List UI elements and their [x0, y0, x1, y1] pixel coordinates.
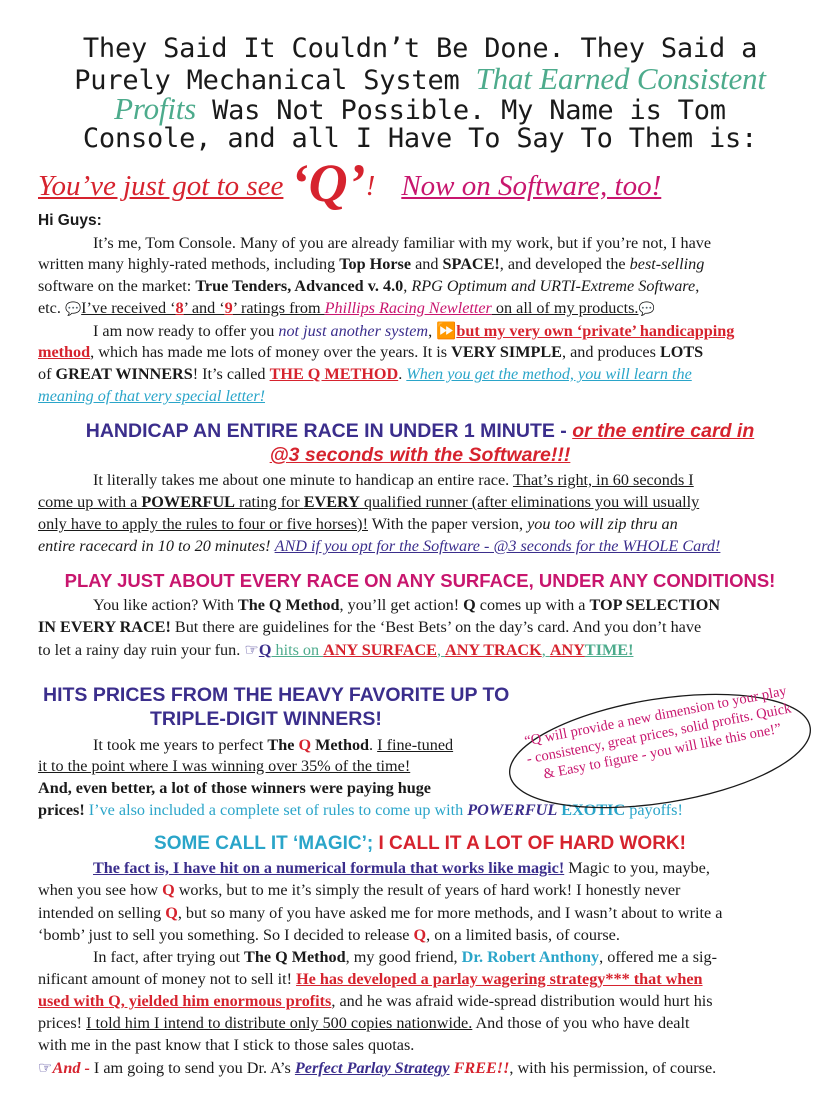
t: , — [541, 641, 550, 659]
t: I CALL IT A LOT OF HARD WORK! — [378, 833, 686, 854]
t: , and developed the — [499, 255, 630, 273]
body-line — [38, 903, 814, 923]
t: And - — [52, 1059, 94, 1077]
body-line — [38, 735, 508, 755]
double-arrow-icon: ⏩ — [436, 322, 457, 340]
t: , which has made me lots of money over the years. It is — [90, 343, 452, 361]
t: I am going to send you Dr. A’s — [93, 1059, 295, 1077]
body-line — [38, 595, 814, 615]
t: I am now ready to offer you — [93, 322, 279, 340]
t: Q — [463, 596, 476, 614]
t: , and he was afraid wide-spread distribution would hurt his — [331, 992, 713, 1010]
t: qualified runner (after eliminations you will usually — [359, 493, 700, 511]
t: ‘bomb’ just to sell you something. So I decided to release — [38, 926, 414, 944]
t: works, but to me it’s simply the result of years of hard work! I honestly never — [174, 881, 681, 899]
t: etc. — [38, 299, 65, 317]
body-line — [38, 947, 814, 967]
t: That’s right, in 60 seconds I — [512, 471, 694, 489]
t: prices! — [38, 801, 85, 819]
t: He has developed a parlay wagering strategy*** that when — [296, 970, 703, 988]
t: But there are guidelines for the ‘Best Bets’ on the day’s card. And you don’t have — [170, 618, 702, 636]
t: I told him I intend to distribute only 500 copies nationwide. — [86, 1014, 473, 1032]
tagline-bang: ! — [365, 170, 376, 202]
section-heading — [20, 832, 820, 856]
t: payoffs! — [625, 801, 683, 819]
body-line: And, even better, a lot of those winners were paying huge — [38, 779, 431, 797]
t: POWERFUL — [467, 801, 558, 819]
t: , with his permission, of course. — [509, 1059, 717, 1077]
t: VERY SIMPLE — [451, 343, 562, 361]
t: entire racecard in 10 to 20 minutes! — [38, 537, 271, 555]
pointing-hand-icon: ☞ — [38, 1059, 53, 1077]
body-line — [38, 1058, 814, 1078]
t: RPG Optimum and URTI-Extreme Software — [411, 277, 696, 295]
t: , — [403, 277, 412, 295]
q-logo: ‘Q’ — [290, 153, 366, 213]
body-line: with me in the past know that I stick to those sales quotas. — [38, 1036, 415, 1054]
body-line — [38, 470, 814, 490]
greeting: Hi Guys: — [38, 212, 102, 229]
headline-text: Purely Mechanical System — [74, 65, 476, 96]
t: And those of you who have dealt — [472, 1014, 690, 1032]
t: LOTS — [659, 343, 704, 361]
body-line — [38, 1013, 814, 1033]
t: AND if you opt for the Software - @3 seconds for the WHOLE Card! — [274, 537, 721, 555]
t: ’ and ‘ — [183, 299, 225, 317]
t: POWERFUL — [141, 493, 235, 511]
software-tagline: Now on Software, too! — [401, 170, 662, 202]
t: ’ ratings from — [232, 299, 325, 317]
body-line: it to the point where I was winning over 35% of the time! — [38, 757, 411, 775]
t: ! It’s called — [192, 365, 270, 383]
t: , offered me a sig- — [599, 948, 718, 966]
intro-line — [38, 254, 814, 274]
testimonial-quote: “Q will provide a new dimension to your play - consistency, great prices, solid profits. Quick & Easy to figure - you will like this one!” — [523, 683, 793, 783]
t: With the paper version, — [367, 515, 528, 533]
t: Q — [108, 992, 121, 1010]
t: FREE!! — [453, 1059, 510, 1077]
section-heading: TRIPLE-DIGIT WINNERS! — [150, 708, 382, 730]
t: . — [398, 365, 407, 383]
t: written many highly-rated methods, including — [38, 255, 340, 273]
t: nificant amount of money not to sell it! — [38, 970, 297, 988]
t: Magic to you, maybe, — [564, 859, 710, 877]
t: It literally takes me about one minute to handicap an entire race. — [93, 471, 513, 489]
t: , on a limited basis, of course. — [426, 926, 620, 944]
t: intended on selling — [38, 904, 166, 922]
t: best-selling — [629, 255, 705, 273]
pointing-hand-icon: ☞ — [244, 641, 259, 659]
t: EVERY — [303, 493, 360, 511]
t: method — [38, 343, 91, 361]
t: when you see how — [38, 881, 163, 899]
t: ANY SURFACE — [323, 641, 437, 659]
t: ANY TRACK — [445, 641, 542, 659]
intro-line: It’s me, Tom Console. Many of you are already familiar with my work, but if you’re not, I have — [93, 234, 712, 252]
intro-line — [38, 298, 814, 319]
section-heading: HITS PRICES FROM THE HEAVY FAVORITE UP TO — [43, 684, 510, 706]
section-heading: PLAY JUST ABOUT EVERY RACE ON ANY SURFACE, UNDER ANY CONDITIONS! — [64, 570, 776, 591]
t: Q — [165, 904, 178, 922]
t: prices! — [38, 1014, 87, 1032]
t: GREAT WINNERS — [55, 365, 193, 383]
t: I’ve received ‘ — [81, 299, 176, 317]
t: I’ve also included a complete set of rules to come up with — [84, 801, 468, 819]
intro-line — [38, 276, 814, 296]
t: SPACE! — [442, 255, 500, 273]
testimonial-oval — [505, 683, 815, 813]
t: 9 — [224, 299, 233, 317]
t: You like action? With — [93, 596, 238, 614]
headline-line-4: Console, and all I Have To Say To Them is: — [82, 123, 758, 154]
body-line — [38, 536, 814, 556]
t: , you’ll get action! — [339, 596, 464, 614]
section-heading — [20, 419, 820, 443]
t: Dr. Robert Anthony — [461, 948, 600, 966]
t: It took me years to perfect — [93, 736, 268, 754]
t: software on the market: — [38, 277, 196, 295]
t: Phillips Racing Newletter — [324, 299, 492, 317]
headline-text: Was Not Possible. My Name is Tom — [196, 95, 726, 126]
body-line — [38, 514, 814, 534]
t: THE Q METHOD — [269, 365, 399, 383]
t: TOP SELECTION — [589, 596, 721, 614]
t: , yielded him enormous profits — [120, 992, 332, 1010]
t: Q — [413, 926, 427, 944]
headline-line-3 — [20, 91, 820, 126]
body-line — [38, 617, 814, 637]
t: Perfect Parlay Strategy — [294, 1059, 450, 1077]
t: not just another system — [278, 322, 429, 340]
body-line — [38, 991, 814, 1011]
section-heading: @3 seconds with the Software!!! — [269, 444, 571, 466]
intro-line — [38, 364, 814, 384]
tagline-text: You’ve just got to see — [38, 170, 284, 202]
t: rating for — [234, 493, 304, 511]
t: IN EVERY RACE! — [38, 618, 171, 636]
headline-highlight: Profits — [114, 91, 197, 126]
t: The Q Method — [244, 948, 346, 966]
t: and — [411, 255, 443, 273]
t: come up with a — [38, 493, 142, 511]
t: . — [369, 736, 378, 754]
t: or the entire card in — [572, 420, 755, 442]
t: SOME CALL IT ‘MAGIC’; — [154, 833, 379, 854]
t: TIME! — [584, 641, 634, 659]
t: I fine-tuned — [377, 736, 454, 754]
t: The fact is, I have hit on a numerical formula that works like magic! — [93, 859, 565, 877]
t: ANY — [549, 641, 585, 659]
body-line — [38, 640, 814, 660]
t: In fact, after trying out — [93, 948, 245, 966]
t: of — [38, 365, 56, 383]
t: The — [267, 736, 299, 754]
t: HANDICAP AN ENTIRE RACE IN UNDER 1 MINUTE - — [85, 420, 573, 442]
intro-line — [38, 321, 814, 341]
t: , and produces — [561, 343, 660, 361]
body-line — [38, 858, 814, 878]
t: 8 — [175, 299, 184, 317]
body-line — [38, 969, 814, 989]
speech-bubble-icon: 💬 — [64, 301, 82, 316]
t: Q — [298, 736, 312, 754]
t: , — [695, 277, 700, 295]
t: , but so many of you have asked me for more methods, and I wasn’t about to write a — [177, 904, 723, 922]
headline-line-1: They Said It Couldn’t Be Done. They Said a — [82, 33, 758, 64]
t: , — [436, 641, 446, 659]
t: to let a rainy day ruin your fun. — [38, 641, 245, 659]
t: Q — [258, 641, 272, 659]
headline-highlight: That Earned Consistent — [475, 61, 766, 96]
t: only have to apply the rules to four or five horses)! — [38, 515, 368, 533]
tagline — [38, 152, 828, 214]
t: on all of my products. — [491, 299, 639, 317]
body-line — [38, 925, 814, 945]
speech-bubble-icon: 💬 — [638, 301, 655, 316]
t: True Tenders, Advanced v. 4.0 — [195, 277, 404, 295]
t: , — [428, 322, 437, 340]
t: you too will zip thru an — [527, 515, 678, 533]
t: Top Horse — [339, 255, 412, 273]
body-line — [38, 880, 814, 900]
t: The Q Method — [237, 596, 340, 614]
t: comes up with a — [475, 596, 590, 614]
body-line — [38, 492, 814, 512]
t: EXOTIC — [561, 801, 626, 819]
t: hits on — [271, 641, 324, 659]
t: Q — [162, 881, 175, 899]
t: Method — [311, 736, 370, 754]
t: used with — [38, 992, 109, 1010]
t: but my very own ‘private’ handicapping — [456, 322, 735, 340]
intro-line — [38, 342, 814, 362]
t: , my good friend, — [345, 948, 462, 966]
t: When you get the method, you will learn the — [406, 365, 692, 383]
intro-line: meaning of that very special letter! — [38, 387, 266, 405]
